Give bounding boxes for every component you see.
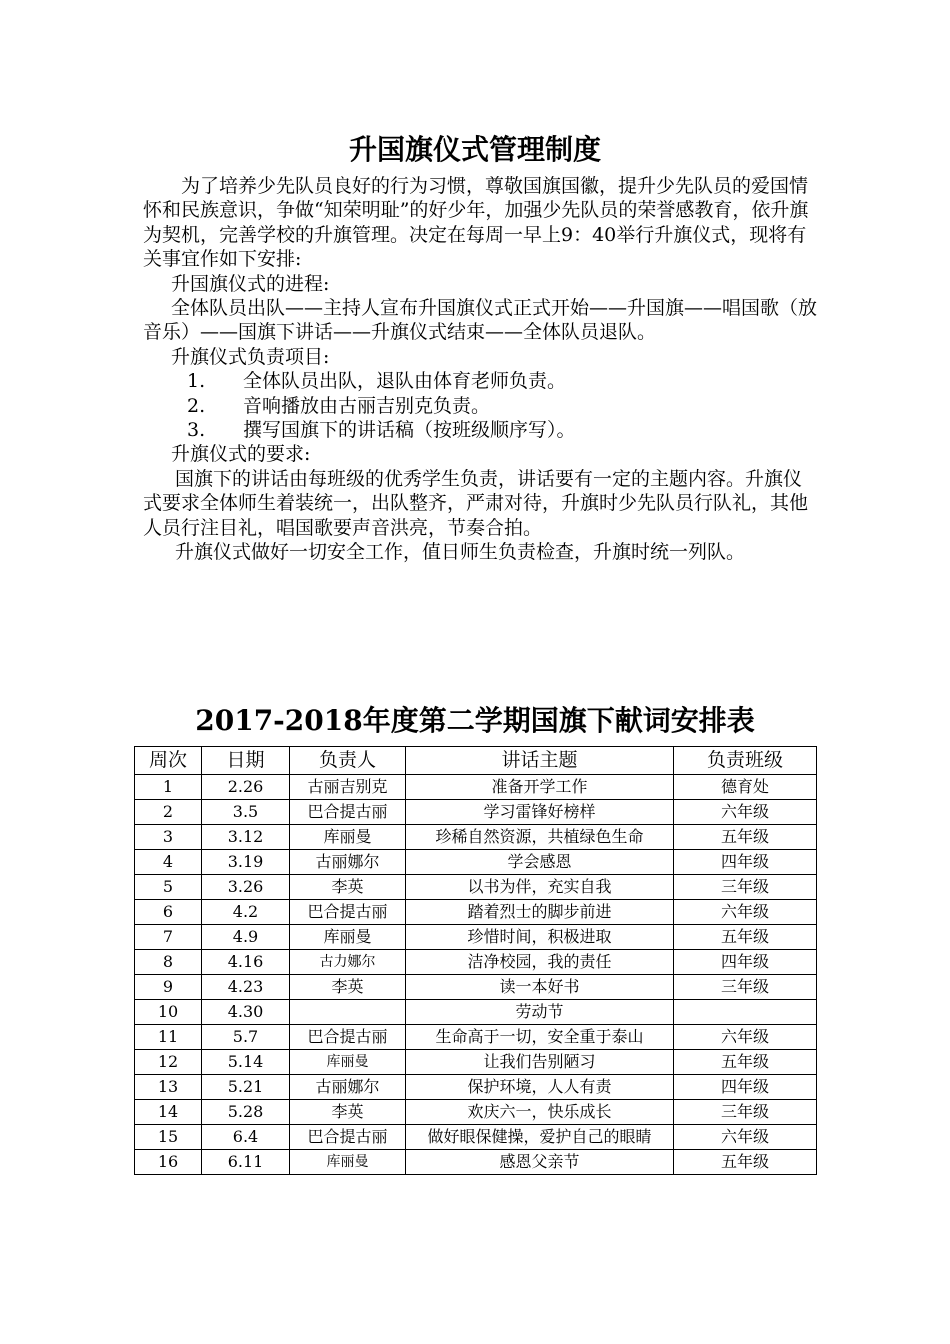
process-paragraph: 全体队员出队——主持人宣布升国旗仪式正式开始——升国旗——唱国歌（放音乐）——国旗下讲话——升旗仪式结束——全体队员退队。 (143, 297, 818, 344)
safety-paragraph: 升旗仪式做好一切安全工作，值日师生负责检查，升旗时统一列队。 (175, 541, 746, 564)
table-row (135, 1025, 817, 1050)
cell-week: 7 (135, 925, 202, 950)
cell-week: 15 (135, 1125, 202, 1150)
duty-item: 1. 全体队员出队，退队由体育老师负责。 (187, 370, 567, 393)
cell-week: 5 (135, 875, 202, 900)
cell-person: 库丽曼 (290, 1050, 406, 1075)
cell-week: 11 (135, 1025, 202, 1050)
process-heading: 升国旗仪式的进程: (171, 272, 330, 295)
cell-person: 巴合提古丽 (290, 900, 406, 925)
table-row (135, 1000, 817, 1025)
cell-date: 5.21 (202, 1075, 290, 1100)
table-header-row (135, 747, 817, 775)
cell-date: 3.19 (202, 850, 290, 875)
cell-week: 8 (135, 950, 202, 975)
table-row (135, 850, 817, 875)
cell-week: 3 (135, 825, 202, 850)
cell-class: 三年级 (674, 975, 817, 1000)
schedule-table (134, 746, 817, 1175)
cell-class: 德育处 (674, 775, 817, 800)
cell-topic: 学习雷锋好榜样 (406, 800, 674, 825)
cell-week: 14 (135, 1100, 202, 1125)
cell-class: 五年级 (674, 825, 817, 850)
cell-topic: 踏着烈士的脚步前进 (406, 900, 674, 925)
table-row (135, 825, 817, 850)
cell-week: 13 (135, 1075, 202, 1100)
cell-date: 4.16 (202, 950, 290, 975)
cell-class: 六年级 (674, 900, 817, 925)
cell-class: 三年级 (674, 1100, 817, 1125)
table-row (135, 800, 817, 825)
cell-class: 六年级 (674, 800, 817, 825)
cell-class: 四年级 (674, 850, 817, 875)
cell-person: 库丽曼 (290, 1150, 406, 1175)
cell-person: 古丽娜尔 (290, 1075, 406, 1100)
cell-topic: 劳动节 (406, 1000, 674, 1025)
cell-topic: 欢庆六一，快乐成长 (406, 1100, 674, 1125)
table-row (135, 1050, 817, 1075)
cell-class: 五年级 (674, 1150, 817, 1175)
intro-paragraph: 为了培养少先队员良好的行为习惯，尊敬国旗国徽，提升少先队员的爱国情怀和民族意识，争做“知荣明耻”的好少年，加强少先队员的荣誉感教育，依升旗为契机，完善学校的升旗管理。决定在每周一早上9：40举行升旗仪式，现将有关事宜作如下安排: (143, 175, 809, 271)
table-row (135, 1150, 817, 1175)
cell-person: 李英 (290, 1100, 406, 1125)
document-title: 升国旗仪式管理制度 (348, 133, 601, 166)
header-date: 日期 (202, 747, 290, 775)
cell-person (290, 1000, 406, 1025)
cell-topic: 准备开学工作 (406, 775, 674, 800)
cell-date: 6.11 (202, 1150, 290, 1175)
cell-person: 古丽吉别克 (290, 775, 406, 800)
cell-topic: 珍稀自然资源，共植绿色生命 (406, 825, 674, 850)
cell-person: 库丽曼 (290, 825, 406, 850)
table-row (135, 875, 817, 900)
cell-class: 四年级 (674, 1075, 817, 1100)
cell-person: 库丽曼 (290, 925, 406, 950)
cell-person: 巴合提古丽 (290, 1025, 406, 1050)
cell-date: 2.26 (202, 775, 290, 800)
cell-person: 古力娜尔 (290, 950, 406, 975)
table-row (135, 1075, 817, 1100)
cell-date: 5.14 (202, 1050, 290, 1075)
cell-person: 巴合提古丽 (290, 1125, 406, 1150)
header-topic: 讲话主题 (406, 747, 674, 775)
cell-class: 三年级 (674, 875, 817, 900)
table-row (135, 1125, 817, 1150)
cell-topic: 学会感恩 (406, 850, 674, 875)
cell-topic: 让我们告别陋习 (406, 1050, 674, 1075)
cell-date: 4.23 (202, 975, 290, 1000)
cell-person: 李英 (290, 875, 406, 900)
duty-heading: 升旗仪式负责项目: (171, 345, 330, 368)
cell-class: 五年级 (674, 1050, 817, 1075)
cell-topic: 以书为伴，充实自我 (406, 875, 674, 900)
cell-person: 古丽娜尔 (290, 850, 406, 875)
table-row (135, 1100, 817, 1125)
cell-week: 4 (135, 850, 202, 875)
cell-topic: 洁净校园，我的责任 (406, 950, 674, 975)
cell-class: 五年级 (674, 925, 817, 950)
duty-item: 3. 撰写国旗下的讲话稿（按班级顺序写）。 (187, 419, 576, 442)
cell-topic: 读一本好书 (406, 975, 674, 1000)
cell-date: 3.5 (202, 800, 290, 825)
regulation-body (143, 174, 818, 565)
cell-topic: 保护环境，人人有责 (406, 1075, 674, 1100)
cell-date: 4.2 (202, 900, 290, 925)
requirement-heading: 升旗仪式的要求: (171, 443, 311, 466)
table-row (135, 950, 817, 975)
cell-date: 6.4 (202, 1125, 290, 1150)
cell-topic: 感恩父亲节 (406, 1150, 674, 1175)
cell-class (674, 1000, 817, 1025)
requirement-paragraph: 国旗下的讲话由每班级的优秀学生负责，讲话要有一定的主题内容。升旗仪式要求全体师生着装统一，出队整齐，严肃对待，升旗时少先队员行队礼，其他人员行注目礼，唱国歌要声音洪亮，节奏合拍。 (143, 467, 809, 539)
cell-person: 李英 (290, 975, 406, 1000)
table-row (135, 975, 817, 1000)
cell-date: 3.26 (202, 875, 290, 900)
table-row (135, 775, 817, 800)
cell-class: 六年级 (674, 1125, 817, 1150)
cell-class: 六年级 (674, 1025, 817, 1050)
header-week: 周次 (135, 747, 202, 775)
header-person: 负责人 (290, 747, 406, 775)
cell-week: 12 (135, 1050, 202, 1075)
cell-class: 四年级 (674, 950, 817, 975)
table-row (135, 925, 817, 950)
cell-date: 4.9 (202, 925, 290, 950)
cell-week: 10 (135, 1000, 202, 1025)
cell-topic: 做好眼保健操，爱护自己的眼睛 (406, 1125, 674, 1150)
schedule-title: 2017-2018年度第二学期国旗下献词安排表 (195, 704, 755, 737)
cell-date: 5.28 (202, 1100, 290, 1125)
cell-topic: 珍惜时间，积极进取 (406, 925, 674, 950)
cell-week: 6 (135, 900, 202, 925)
cell-date: 5.7 (202, 1025, 290, 1050)
header-class: 负责班级 (674, 747, 817, 775)
cell-topic: 生命高于一切，安全重于泰山 (406, 1025, 674, 1050)
duty-item: 2. 音响播放由古丽吉别克负责。 (187, 394, 491, 417)
cell-date: 3.12 (202, 825, 290, 850)
cell-date: 4.30 (202, 1000, 290, 1025)
table-row (135, 900, 817, 925)
cell-week: 2 (135, 800, 202, 825)
cell-week: 1 (135, 775, 202, 800)
cell-week: 16 (135, 1150, 202, 1175)
cell-person: 巴合提古丽 (290, 800, 406, 825)
cell-week: 9 (135, 975, 202, 1000)
